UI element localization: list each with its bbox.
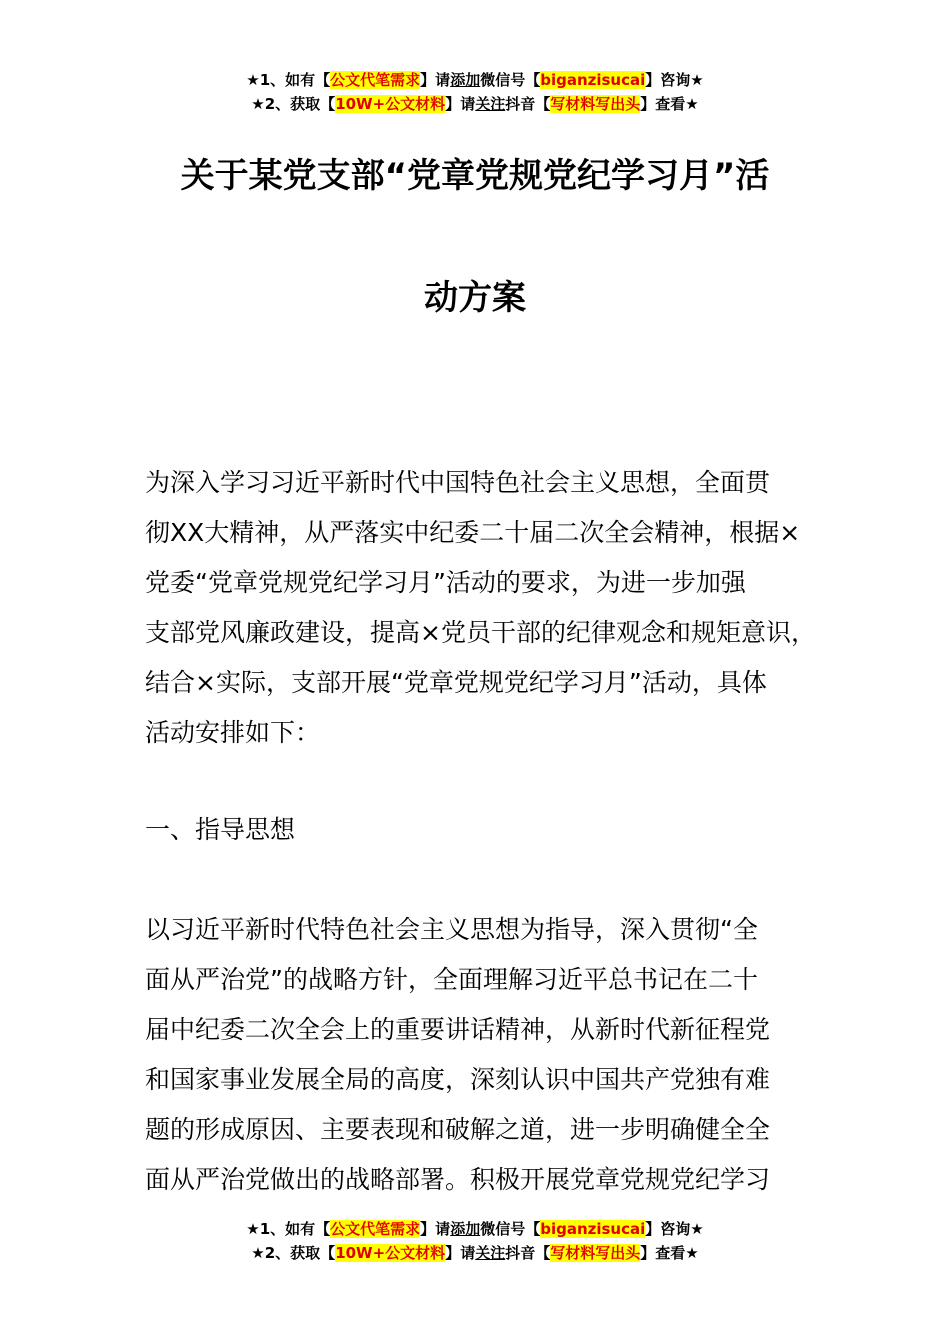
banner-text: 】请: [445, 95, 476, 113]
text-line: 结合×实际，支部开展“党章党规党纪学习月”活动，具体: [145, 668, 767, 697]
text-line: 党委“党章党规党纪学习月”活动的要求，为进一步加强: [145, 568, 746, 597]
banner-underline: 关注: [475, 95, 506, 113]
text-line: 和国家事业发展全局的高度，深刻认识中国共产党独有难: [145, 1065, 771, 1094]
banner-text: 】请: [445, 1244, 476, 1262]
banner-highlight-wechat: biganzisucai: [540, 71, 646, 89]
text-line: 支部党风廉政建设，提高×党员干部的纪律观念和规矩意识，: [145, 618, 816, 647]
banner-text: ★1、如有【: [246, 1220, 331, 1238]
banner-highlight-wechat: biganzisucai: [540, 1220, 646, 1238]
banner-line-2: [0, 92, 950, 116]
banner-highlight: 10W+公文材料: [335, 1244, 446, 1262]
banner-highlight: 10W+公文材料: [335, 95, 446, 113]
document-title-line-2: 动方案: [424, 278, 526, 318]
banner-highlight-douyin: 写材料写出头: [550, 95, 641, 113]
text-line: 以习近平新时代特色社会主义思想为指导，深入贯彻“全: [145, 915, 758, 944]
intro-paragraph: [145, 458, 835, 758]
banner-text: ★1、如有【: [246, 71, 331, 89]
guiding-thought-paragraph: [145, 905, 835, 1205]
text-line: 届中纪委二次全会上的重要讲话精神，从新时代新征程党: [145, 1015, 771, 1044]
banner-highlight-douyin: 写材料写出头: [550, 1244, 641, 1262]
document-title-line-1: 关于某党支部“党章党规党纪学习月”活: [180, 156, 770, 196]
banner-text: 抖音【: [505, 1244, 551, 1262]
section-heading: 一、指导思想: [145, 815, 296, 844]
banner-text: 】查看★: [640, 1244, 699, 1262]
text-line: 面从严治党做出的战略部署。积极开展党章党规党纪学习: [145, 1165, 771, 1194]
banner-text: 微信号【: [480, 71, 541, 89]
banner-line-1: [0, 68, 950, 92]
banner-text: 】咨询★: [645, 71, 704, 89]
banner-line-2: [0, 1241, 950, 1265]
text-line: 题的形成原因、主要表现和破解之道，进一步明确健全全: [145, 1115, 771, 1144]
header-banner: [0, 68, 950, 116]
banner-text: 抖音【: [505, 95, 551, 113]
banner-text: ★2、获取【: [251, 95, 336, 113]
banner-text: 】咨询★: [645, 1220, 704, 1238]
banner-underline: 关注: [475, 1244, 506, 1262]
text-line: 面从严治党”的战略方针，全面理解习近平总书记在二十: [145, 965, 758, 994]
banner-text: 】请: [420, 1220, 451, 1238]
banner-line-1: [0, 1217, 950, 1241]
banner-text: ★2、获取【: [251, 1244, 336, 1262]
banner-underline: 添加: [450, 71, 481, 89]
banner-underline: 添加: [450, 1220, 481, 1238]
text-line: 为深入学习习近平新时代中国特色社会主义思想，全面贯: [145, 468, 771, 497]
banner-text: 微信号【: [480, 1220, 541, 1238]
banner-text: 】查看★: [640, 95, 699, 113]
banner-highlight: 公文代笔需求: [330, 71, 421, 89]
banner-highlight: 公文代笔需求: [330, 1220, 421, 1238]
text-line: 彻XX大精神，从严落实中纪委二十届二次全会精神，根据×: [145, 518, 801, 547]
banner-text: 】请: [420, 71, 451, 89]
text-line: 活动安排如下：: [145, 718, 321, 747]
footer-banner: [0, 1217, 950, 1265]
